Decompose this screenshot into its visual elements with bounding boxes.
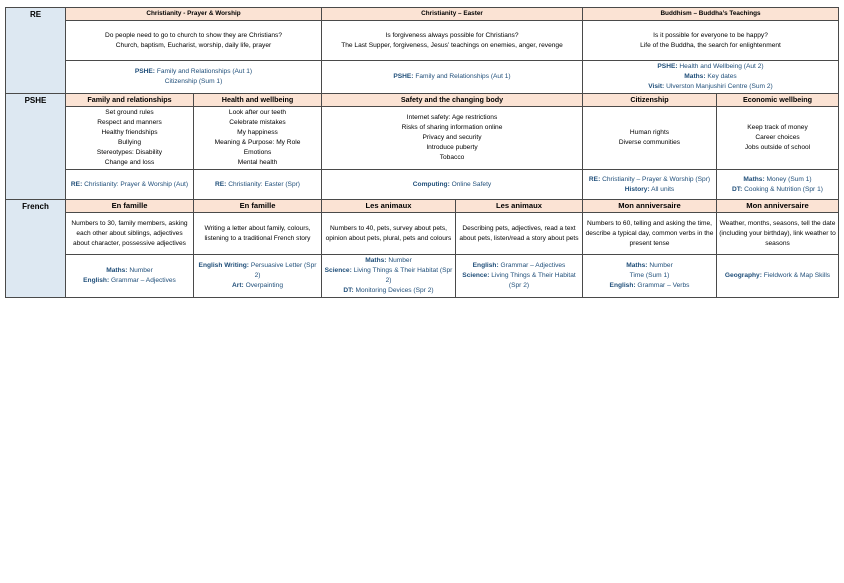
re-links-1: PSHE: Family and Relationships (Aut 1) Citizenship (Sum 1) xyxy=(66,61,322,94)
re-links-row xyxy=(6,61,839,94)
pshe-header-family: Family and relationships xyxy=(66,94,194,107)
pshe-links-citizenship: RE: Christianity – Prayer & Worship (Spr) History: All units xyxy=(583,170,717,200)
french-header-4: Les animaux xyxy=(456,200,583,213)
subject-re: RE xyxy=(6,8,66,94)
pshe-content-safety: Internet safety: Age restrictions Risks of sharing information online Privacy and security Introduce puberty Tobacco xyxy=(322,107,583,170)
pshe-content-row xyxy=(6,107,839,170)
curriculum-table xyxy=(5,7,839,298)
pshe-header-citizenship: Citizenship xyxy=(583,94,717,107)
pshe-links-row xyxy=(6,170,839,200)
french-header-6: Mon anniversaire xyxy=(717,200,839,213)
pshe-links-economic: Maths: Money (Sum 1) DT: Cooking & Nutrition (Spr 1) xyxy=(717,170,839,200)
french-header-3: Les animaux xyxy=(322,200,456,213)
re-content-1: Do people need to go to church to show they are Christians? Church, baptism, Eucharist, worship, daily life, prayer xyxy=(66,21,322,61)
pshe-content-economic: Keep track of money Career choices Jobs outside of school xyxy=(717,107,839,170)
pshe-content-family: Set ground rules Respect and manners Healthy friendships Bullying Stereotypes: Disability Change and loss xyxy=(66,107,194,170)
pshe-links-health: RE: Christianity: Easter (Spr) xyxy=(194,170,322,200)
pshe-header-safety: Safety and the changing body xyxy=(322,94,583,107)
french-header-2: En famille xyxy=(194,200,322,213)
french-content-2: Writing a letter about family, colours, listening to a traditional French story xyxy=(194,213,322,255)
french-links-1: Maths: Number English: Grammar – Adjectives xyxy=(66,255,194,298)
french-content-5: Numbers to 60, telling and asking the time, describe a typical day, common verbs in the present tense xyxy=(583,213,717,255)
re-header-row xyxy=(6,8,839,21)
french-links-6: Geography: Fieldwork & Map Skills xyxy=(717,255,839,298)
french-content-1: Numbers to 30, family members, asking each other about siblings, adjectives about character, possessive adjectives xyxy=(66,213,194,255)
french-links-2: English Writing: Persuasive Letter (Spr 2) Art: Overpainting xyxy=(194,255,322,298)
french-links-5: Maths: Number Time (Sum 1) English: Grammar – Verbs xyxy=(583,255,717,298)
french-header-5: Mon anniversaire xyxy=(583,200,717,213)
re-header-buddhism: Buddhism – Buddha’s Teachings xyxy=(583,8,839,21)
re-content-3: Is it possible for everyone to be happy? Life of the Buddha, the search for enlightenment xyxy=(583,21,839,61)
french-links-row xyxy=(6,255,839,298)
pshe-content-citizenship: Human rights Diverse communities xyxy=(583,107,717,170)
re-content-2: Is forgiveness always possible for Christians? The Last Supper, forgiveness, Jesus’ teachings on enemies, anger, revenge xyxy=(322,21,583,61)
re-links-3: PSHE: Health and Wellbeing (Aut 2) Maths: Key dates Visit: Ulverston Manjushiri Centre (Sum 2) xyxy=(583,61,839,94)
pshe-links-family: RE: Christianity: Prayer & Worship (Aut) xyxy=(66,170,194,200)
french-links-4: English: Grammar – Adjectives Science: Living Things & Their Habitat (Spr 2) xyxy=(456,255,583,298)
french-header-1: En famille xyxy=(66,200,194,213)
re-header-easter: Christianity – Easter xyxy=(322,8,583,21)
subject-french: French xyxy=(6,200,66,298)
subject-pshe: PSHE xyxy=(6,94,66,200)
re-links-2: PSHE: Family and Relationships (Aut 1) xyxy=(322,61,583,94)
re-content-row xyxy=(6,21,839,61)
french-content-4: Describing pets, adjectives, read a text about pets, listen/read a story about pets xyxy=(456,213,583,255)
pshe-header-economic: Economic wellbeing xyxy=(717,94,839,107)
pshe-content-health: Look after our teeth Celebrate mistakes My happiness Meaning & Purpose: My Role Emotions Mental health xyxy=(194,107,322,170)
french-content-row xyxy=(6,213,839,255)
french-links-3: Maths: Number Science: Living Things & Their Habitat (Spr 2) DT: Monitoring Devices (Spr 2) xyxy=(322,255,456,298)
pshe-links-safety: Computing: Online Safety xyxy=(322,170,583,200)
french-header-row xyxy=(6,200,839,213)
re-header-prayer-worship: Christianity - Prayer & Worship xyxy=(66,8,322,21)
french-content-6: Weather, months, seasons, tell the date (including your birthday), link weather to seasons xyxy=(717,213,839,255)
french-content-3: Numbers to 40, pets, survey about pets, opinion about pets, plural, pets and colours xyxy=(322,213,456,255)
pshe-header-health: Health and wellbeing xyxy=(194,94,322,107)
pshe-header-row xyxy=(6,94,839,107)
